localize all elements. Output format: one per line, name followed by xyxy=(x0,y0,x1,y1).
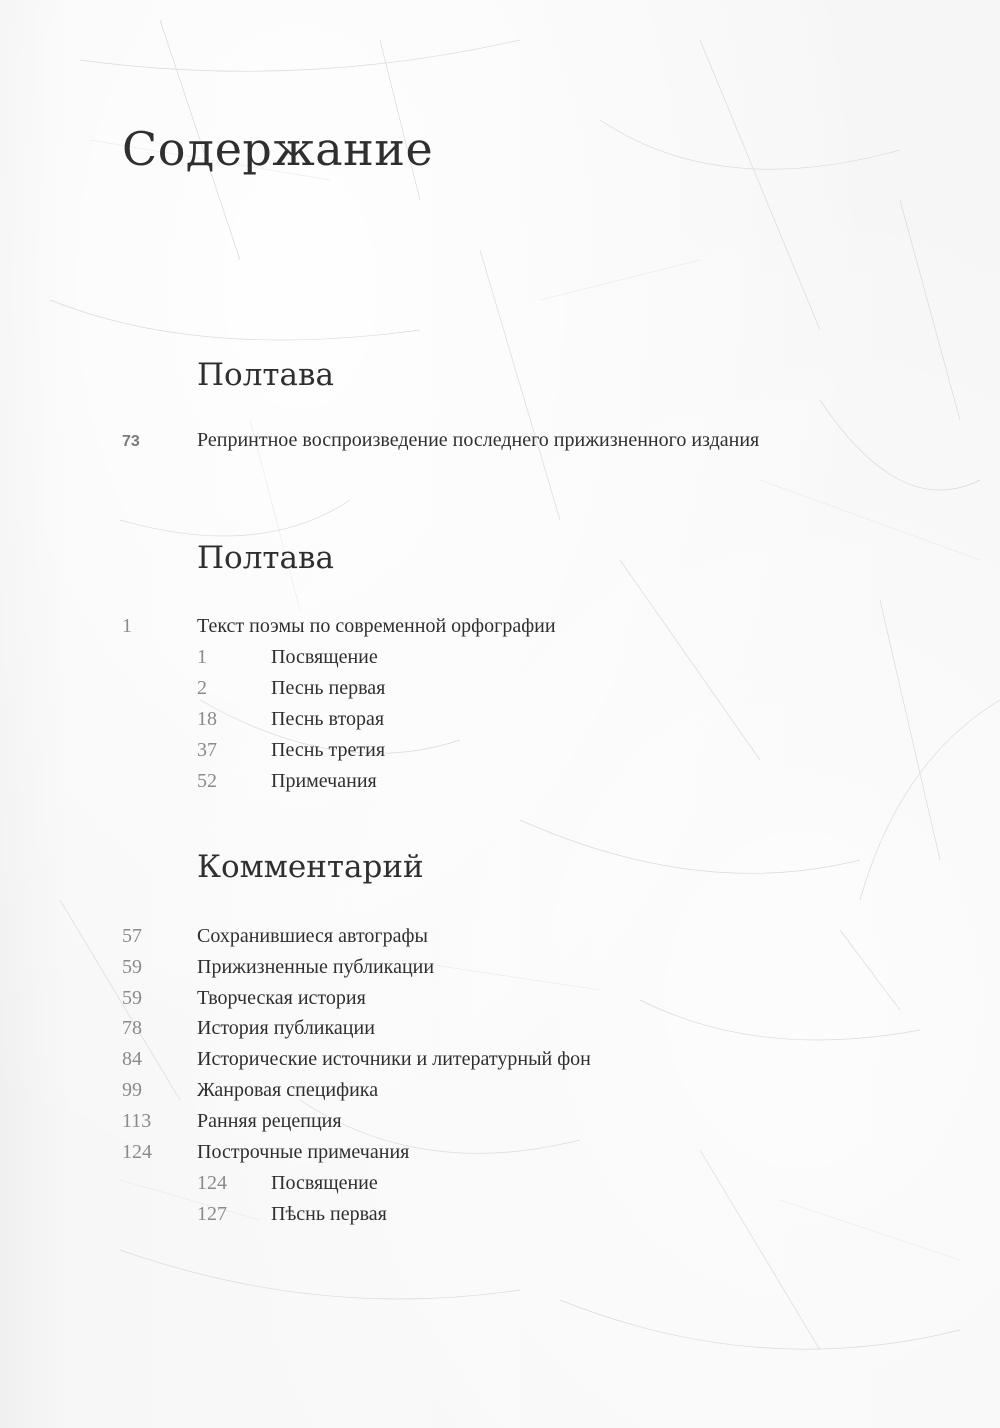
entry-title: Песнь вторая xyxy=(271,708,385,730)
page-number: 1 xyxy=(122,615,132,637)
page-number: 84 xyxy=(122,1048,142,1070)
page-number: 73 xyxy=(122,433,140,450)
page-number: 99 xyxy=(122,1079,142,1101)
toc-subentry[interactable] xyxy=(197,766,871,797)
toc-entry[interactable] xyxy=(122,952,847,983)
entry-title: Исторические источники и литературный фон xyxy=(197,1048,591,1070)
toc-subentry[interactable] xyxy=(197,1199,871,1230)
toc-subentry[interactable] xyxy=(197,673,871,704)
entry-title: Прижизненные публикации xyxy=(197,956,435,978)
page-number: 59 xyxy=(122,956,142,978)
entry-title: Ранняя рецепция xyxy=(197,1110,342,1132)
toc-entry[interactable] xyxy=(122,1137,847,1168)
entry-title: Текст поэмы по современной орфографии xyxy=(197,615,556,637)
toc-entry[interactable] xyxy=(122,425,847,456)
entry-title: Примечания xyxy=(271,770,377,792)
entry-title: Посвящение xyxy=(271,646,378,668)
page-number: 52 xyxy=(197,770,217,792)
toc-entry[interactable] xyxy=(122,611,847,642)
toc-entry[interactable] xyxy=(122,983,847,1014)
toc-subentry[interactable] xyxy=(197,735,871,766)
toc-entry[interactable] xyxy=(122,1013,847,1044)
page-number: 78 xyxy=(122,1017,142,1039)
page-number: 113 xyxy=(122,1110,152,1132)
page-number: 2 xyxy=(197,677,207,699)
section-heading-poltava-reprint: Полтава xyxy=(197,357,334,393)
entry-title: Песнь третия xyxy=(271,739,386,761)
page-number: 57 xyxy=(122,925,142,947)
entry-title: Репринтное воспроизведение последнего прижизненного издания xyxy=(197,429,760,451)
entry-title: Песнь первая xyxy=(271,677,386,699)
entry-title: Творческая история xyxy=(197,987,366,1009)
entry-title: Посвящение xyxy=(271,1172,378,1194)
toc-subentry[interactable] xyxy=(197,704,871,735)
entry-title: Жанровая специфика xyxy=(197,1079,379,1101)
toc-entry[interactable] xyxy=(122,1075,847,1106)
toc-subentry[interactable] xyxy=(197,642,871,673)
page-number: 59 xyxy=(122,987,142,1009)
toc-entry[interactable] xyxy=(122,1044,847,1075)
entry-title: Построчные примечания xyxy=(197,1141,410,1163)
section-heading-poltava-text: Полтава xyxy=(197,540,334,576)
page-number: 1 xyxy=(197,646,207,668)
page-number: 18 xyxy=(197,708,217,730)
toc-entry[interactable] xyxy=(122,1106,847,1137)
page-number: 124 xyxy=(197,1172,227,1194)
page-number: 124 xyxy=(122,1141,152,1163)
entry-title: Пѣснь первая xyxy=(271,1203,387,1225)
entry-title: История публикации xyxy=(197,1017,375,1039)
page-title: Содержание xyxy=(122,122,434,176)
toc-subentry[interactable] xyxy=(197,1168,871,1199)
page-number: 127 xyxy=(197,1203,227,1225)
page-number: 37 xyxy=(197,739,217,761)
section-heading-commentary: Комментарий xyxy=(197,849,424,885)
entry-title: Сохранившиеся автографы xyxy=(197,925,428,947)
toc-entry[interactable] xyxy=(122,921,847,952)
